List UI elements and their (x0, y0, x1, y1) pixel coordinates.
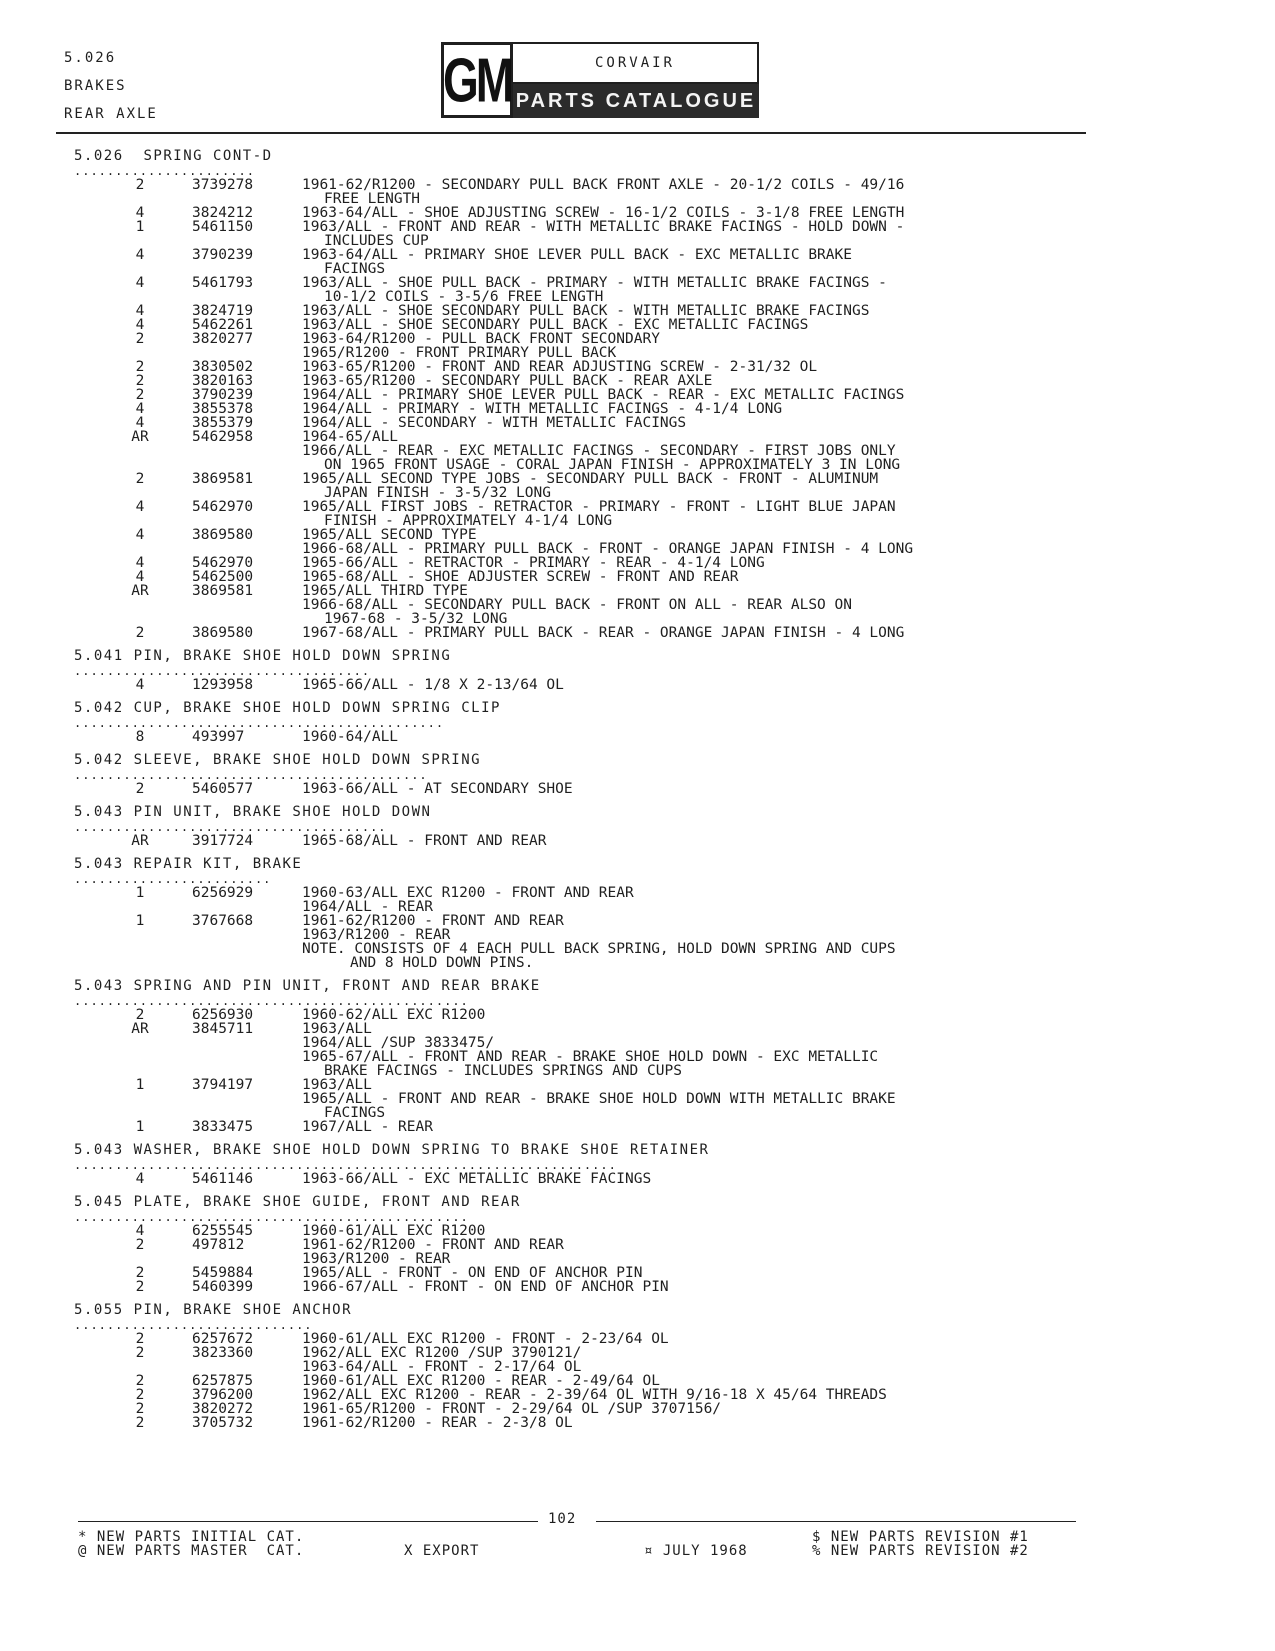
parts-row (0, 388, 1275, 402)
page-number: 102 (548, 1511, 577, 1527)
quantity: 2 (135, 1373, 145, 1389)
part-description: 1960-61/ALL EXC R1200 - FRONT - 2-23/64 OL (302, 1331, 669, 1347)
part-number: 497812 (192, 1237, 245, 1253)
section-title: 5.043 WASHER, BRAKE SHOE HOLD DOWN SPRING TO BRAKE SHOE RETAINER (74, 1142, 710, 1158)
part-number: 3855379 (192, 415, 254, 431)
part-number: 3820163 (192, 373, 254, 389)
quantity: 1 (135, 1077, 145, 1093)
parts-section (0, 802, 1275, 848)
part-number: 3824719 (192, 303, 254, 319)
quantity: 2 (135, 781, 145, 797)
parts-row (0, 528, 1275, 542)
parts-row (0, 598, 1275, 612)
quantity: 2 (135, 373, 145, 389)
section-dot-leader: ........................ (74, 874, 272, 886)
part-description: 1961-62/R1200 - REAR - 2-3/8 OL (302, 1415, 573, 1431)
parts-row (0, 500, 1275, 514)
parts-section (0, 646, 1275, 692)
parts-row (0, 1252, 1275, 1266)
part-description: 1962/ALL EXC R1200 /SUP 3790121/ (302, 1345, 582, 1361)
legend-new-initial: * NEW PARTS INITIAL CAT. (78, 1529, 305, 1545)
quantity: 4 (135, 303, 145, 319)
parts-section (0, 146, 1275, 640)
quantity: 4 (135, 527, 145, 543)
part-number: 3823360 (192, 1345, 254, 1361)
section-title: 5.026 SPRING CONT-D (74, 148, 273, 164)
part-description: 1964/ALL - PRIMARY SHOE LEVER PULL BACK - REAR - EXC METALLIC FACINGS (302, 387, 905, 403)
part-description: 1962/ALL EXC R1200 - REAR - 2-39/64 OL WITH 9/16-18 X 45/64 THREADS (302, 1387, 887, 1403)
parts-section (0, 1300, 1275, 1430)
part-description: 1963/ALL - SHOE SECONDARY PULL BACK - EXC METALLIC FACINGS (302, 317, 809, 333)
section-title: 5.043 SPRING AND PIN UNIT, FRONT AND REAR BRAKE (74, 978, 541, 994)
part-number: 3869580 (192, 527, 254, 543)
part-number: 3869581 (192, 471, 254, 487)
gm-logo (441, 42, 513, 118)
part-number: 3845711 (192, 1021, 254, 1037)
part-number: 3767668 (192, 913, 254, 929)
part-description: 1965-67/ALL - FRONT AND REAR - BRAKE SHOE HOLD DOWN - EXC METALLIC (302, 1049, 879, 1065)
part-description: 1965/ALL SECOND TYPE JOBS - SECONDARY PULL BACK - FRONT - ALUMINUM (302, 471, 879, 487)
part-description: 1961-65/R1200 - FRONT - 2-29/64 OL /SUP 3707156/ (302, 1401, 722, 1417)
parts-row (0, 1238, 1275, 1252)
parts-row (0, 206, 1275, 220)
part-number: 5461150 (192, 219, 254, 235)
quantity: 4 (135, 569, 145, 585)
quantity: 2 (135, 625, 145, 641)
part-number: 6257875 (192, 1373, 254, 1389)
part-number: 3869580 (192, 625, 254, 641)
parts-row (0, 276, 1275, 290)
part-description: 1963/R1200 - REAR (302, 927, 451, 943)
part-description: 1963-65/R1200 - SECONDARY PULL BACK - REAR AXLE (302, 373, 713, 389)
part-description: 1964/ALL - REAR (302, 899, 433, 915)
part-number: 3917724 (192, 833, 254, 849)
part-description: 1967/ALL - REAR (302, 1119, 433, 1135)
part-number: 5462261 (192, 317, 254, 333)
parts-row (0, 1346, 1275, 1360)
quantity: 2 (135, 359, 145, 375)
parts-row (0, 556, 1275, 570)
section-title: 5.055 PIN, BRAKE SHOE ANCHOR (74, 1302, 353, 1318)
part-number: 5460399 (192, 1279, 254, 1295)
part-description: 1963-66/ALL - AT SECONDARY SHOE (302, 781, 573, 797)
part-description: 1963/ALL - SHOE SECONDARY PULL BACK - WITH METALLIC BRAKE FACINGS (302, 303, 870, 319)
part-description: 1967-68/ALL - PRIMARY PULL BACK - REAR - ORANGE JAPAN FINISH - 4 LONG (302, 625, 905, 641)
part-description: BRAKE FACINGS - INCLUDES SPRINGS AND CUPS (324, 1063, 682, 1079)
parts-row (0, 886, 1275, 900)
section-dot-leader: ............................................. (74, 718, 445, 730)
part-number: 3820277 (192, 331, 254, 347)
legend-new-master: @ NEW PARTS MASTER CAT. (78, 1543, 305, 1559)
quantity: 2 (135, 1007, 145, 1023)
parts-section (0, 854, 1275, 970)
part-number: 3830502 (192, 359, 254, 375)
part-number: 3855378 (192, 401, 254, 417)
parts-row (0, 192, 1275, 206)
part-number: 6257672 (192, 1331, 254, 1347)
parts-row (0, 612, 1275, 626)
part-description: 1965-66/ALL - 1/8 X 2-13/64 OL (302, 677, 564, 693)
parts-row (0, 834, 1275, 848)
quantity: 4 (135, 275, 145, 291)
quantity: AR (131, 833, 149, 849)
quantity: 8 (135, 729, 145, 745)
part-description: JAPAN FINISH - 3-5/32 LONG (324, 485, 551, 501)
quantity: 4 (135, 205, 145, 221)
quantity: 4 (135, 1171, 145, 1187)
section-dot-leader: ........................................... (74, 770, 428, 782)
footer-rule-right (596, 1521, 1076, 1522)
parts-row (0, 942, 1275, 956)
part-number: 5462958 (192, 429, 254, 445)
part-description: 1965/R1200 - FRONT PRIMARY PULL BACK (302, 345, 617, 361)
part-description: 1964/ALL /SUP 3833475/ (302, 1035, 495, 1051)
part-description: 1965/ALL SECOND TYPE (302, 527, 477, 543)
parts-row (0, 1050, 1275, 1064)
parts-row (0, 178, 1275, 192)
part-description: 1963-66/ALL - EXC METALLIC BRAKE FACINGS (302, 1171, 652, 1187)
parts-row (0, 458, 1275, 472)
part-number: 5461146 (192, 1171, 254, 1187)
part-description: 1965-68/ALL - FRONT AND REAR (302, 833, 547, 849)
parts-row (0, 416, 1275, 430)
part-number: 1293958 (192, 677, 254, 693)
header-left (64, 44, 158, 128)
quantity: 2 (135, 1265, 145, 1281)
part-number: 5462970 (192, 555, 254, 571)
quantity: 1 (135, 219, 145, 235)
part-description: 1963-64/ALL - PRIMARY SHOE LEVER PULL BACK - EXC METALLIC BRAKE (302, 247, 852, 263)
part-number: 6256929 (192, 885, 254, 901)
parts-row (0, 234, 1275, 248)
parts-row (0, 542, 1275, 556)
part-description: 1965-66/ALL - RETRACTOR - PRIMARY - REAR - 4-1/4 LONG (302, 555, 765, 571)
parts-row (0, 626, 1275, 640)
part-number: 3833475 (192, 1119, 254, 1135)
parts-row (0, 220, 1275, 234)
quantity: AR (131, 1021, 149, 1037)
part-description: 1961-62/R1200 - FRONT AND REAR (302, 913, 564, 929)
parts-row (0, 304, 1275, 318)
section-dot-leader: ................................................ (74, 1212, 469, 1224)
parts-row (0, 318, 1275, 332)
parts-row (0, 1224, 1275, 1238)
quantity: 4 (135, 677, 145, 693)
legend-export: X EXPORT (404, 1543, 480, 1559)
parts-row (0, 402, 1275, 416)
part-description: 1960-62/ALL EXC R1200 (302, 1007, 486, 1023)
parts-row (0, 1022, 1275, 1036)
parts-row (0, 346, 1275, 360)
part-number: 5462500 (192, 569, 254, 585)
part-description: FACINGS (324, 1105, 386, 1121)
parts-row (0, 956, 1275, 970)
quantity: 4 (135, 317, 145, 333)
parts-row (0, 332, 1275, 346)
part-description: FACINGS (324, 261, 386, 277)
parts-row (0, 1402, 1275, 1416)
parts-row (0, 1374, 1275, 1388)
part-description: 1960-61/ALL EXC R1200 (302, 1223, 486, 1239)
quantity: 2 (135, 471, 145, 487)
part-number: 3820272 (192, 1401, 254, 1417)
parts-row (0, 486, 1275, 500)
part-description: 1961-62/R1200 - FRONT AND REAR (302, 1237, 564, 1253)
quantity: 2 (135, 1237, 145, 1253)
parts-row (0, 900, 1275, 914)
quantity: 1 (135, 885, 145, 901)
legend-revision-1: $ NEW PARTS REVISION #1 (812, 1529, 1029, 1545)
parts-row (0, 472, 1275, 486)
parts-row (0, 514, 1275, 528)
part-description: 1964-65/ALL (302, 429, 399, 445)
part-description: 1963/ALL (302, 1077, 372, 1093)
parts-row (0, 1008, 1275, 1022)
parts-section (0, 1140, 1275, 1186)
quantity: 4 (135, 247, 145, 263)
section-dot-leader: .................................................................. (74, 1160, 617, 1172)
parts-row (0, 584, 1275, 598)
quantity: 2 (135, 387, 145, 403)
part-number: 6256930 (192, 1007, 254, 1023)
part-description: 1966-67/ALL - FRONT - ON END OF ANCHOR PIN (302, 1279, 669, 1295)
part-description: 1960-61/ALL EXC R1200 - REAR - 2-49/64 OL (302, 1373, 660, 1389)
logo-catalogue: PARTS CATALOGUE (513, 84, 759, 118)
parts-section (0, 976, 1275, 1134)
part-description: 1963-64/R1200 - PULL BACK FRONT SECONDARY (302, 331, 660, 347)
parts-row (0, 444, 1275, 458)
parts-row (0, 248, 1275, 262)
part-description: 1960-64/ALL (302, 729, 399, 745)
parts-section (0, 1192, 1275, 1294)
part-description: 1963-65/R1200 - FRONT AND REAR ADJUSTING SCREW - 2-31/32 OL (302, 359, 818, 375)
section-title: 5.042 CUP, BRAKE SHOE HOLD DOWN SPRING CLIP (74, 700, 501, 716)
parts-listing (0, 146, 1275, 1430)
parts-row (0, 570, 1275, 584)
parts-row (0, 1078, 1275, 1092)
quantity: 2 (135, 177, 145, 193)
parts-row (0, 678, 1275, 692)
part-description: INCLUDES CUP (324, 233, 429, 249)
header-rule (56, 132, 1086, 134)
quantity: 2 (135, 1401, 145, 1417)
part-number: 3796200 (192, 1387, 254, 1403)
section-title: 5.043 REPAIR KIT, BRAKE (74, 856, 303, 872)
part-number: 3790239 (192, 247, 254, 263)
part-number: 5462970 (192, 499, 254, 515)
logo-brand: CORVAIR (513, 42, 759, 84)
quantity: 1 (135, 1119, 145, 1135)
parts-row (0, 1064, 1275, 1078)
parts-row (0, 262, 1275, 276)
quantity: 4 (135, 415, 145, 431)
parts-section (0, 698, 1275, 744)
quantity: AR (131, 583, 149, 599)
part-description: 1963/R1200 - REAR (302, 1251, 451, 1267)
part-description: 1963-64/ALL - FRONT - 2-17/64 OL (302, 1359, 582, 1375)
section-title: 5.045 PLATE, BRAKE SHOE GUIDE, FRONT AND REAR (74, 1194, 521, 1210)
section-title: 5.042 SLEEVE, BRAKE SHOE HOLD DOWN SPRING (74, 752, 482, 768)
part-description: 1961-62/R1200 - SECONDARY PULL BACK FRONT AXLE - 20-1/2 COILS - 49/16 (302, 177, 905, 193)
parts-row (0, 928, 1275, 942)
parts-row (0, 374, 1275, 388)
part-number: 3705732 (192, 1415, 254, 1431)
parts-row (0, 730, 1275, 744)
part-description: 1964/ALL - SECONDARY - WITH METALLIC FACINGS (302, 415, 687, 431)
section-dot-leader: ................................................ (74, 996, 469, 1008)
section-title: 5.043 PIN UNIT, BRAKE SHOE HOLD DOWN (74, 804, 432, 820)
quantity: 1 (135, 913, 145, 929)
part-description: FREE LENGTH (324, 191, 421, 207)
part-description: 1965/ALL FIRST JOBS - RETRACTOR - PRIMARY - FRONT - LIGHT BLUE JAPAN (302, 499, 896, 515)
part-description: FINISH - APPROXIMATELY 4-1/4 LONG (324, 513, 613, 529)
part-description: 1966/ALL - REAR - EXC METALLIC FACINGS - SECONDARY - FIRST JOBS ONLY (302, 443, 896, 459)
part-description: 1965/ALL - FRONT - ON END OF ANCHOR PIN (302, 1265, 643, 1281)
gm-logo-text: GM (442, 44, 512, 116)
parts-row (0, 1266, 1275, 1280)
parts-row (0, 1388, 1275, 1402)
part-description: 1963/ALL (302, 1021, 372, 1037)
part-number: 5461793 (192, 275, 254, 291)
quantity: 4 (135, 1223, 145, 1239)
part-number: 3869581 (192, 583, 254, 599)
part-description: 1966-68/ALL - PRIMARY PULL BACK - FRONT - ORANGE JAPAN FINISH - 4 LONG (302, 541, 914, 557)
parts-row (0, 1416, 1275, 1430)
parts-row (0, 1332, 1275, 1346)
parts-row (0, 1172, 1275, 1186)
quantity: 4 (135, 499, 145, 515)
part-number: 5459884 (192, 1265, 254, 1281)
part-description: 1964/ALL - PRIMARY - WITH METALLIC FACINGS - 4-1/4 LONG (302, 401, 783, 417)
section-title: 5.041 PIN, BRAKE SHOE HOLD DOWN SPRING (74, 648, 452, 664)
quantity: 2 (135, 1415, 145, 1431)
quantity: 4 (135, 401, 145, 417)
part-description: 1966-68/ALL - SECONDARY PULL BACK - FRONT ON ALL - REAR ALSO ON (302, 597, 852, 613)
section-dot-leader: .................................... (74, 666, 371, 678)
part-number: 3739278 (192, 177, 254, 193)
part-description: 1965/ALL - FRONT AND REAR - BRAKE SHOE HOLD DOWN WITH METALLIC BRAKE (302, 1091, 896, 1107)
legend-revision-2: % NEW PARTS REVISION #2 (812, 1543, 1029, 1559)
parts-row (0, 782, 1275, 796)
parts-row (0, 430, 1275, 444)
part-number: 3790239 (192, 387, 254, 403)
part-description: 1965/ALL THIRD TYPE (302, 583, 468, 599)
section-dot-leader: ...................... (74, 166, 255, 178)
part-description: 1967-68 - 3-5/32 LONG (324, 611, 508, 627)
footer-rule-left (78, 1521, 538, 1522)
part-description: 10-1/2 COILS - 3-5/6 FREE LENGTH (324, 289, 604, 305)
parts-row (0, 1360, 1275, 1374)
quantity: 2 (135, 1345, 145, 1361)
header-section-number: 5.026 (64, 50, 117, 66)
parts-row (0, 1120, 1275, 1134)
parts-row (0, 360, 1275, 374)
part-description: AND 8 HOLD DOWN PINS. (350, 955, 534, 971)
quantity: 4 (135, 555, 145, 571)
section-dot-leader: ............................. (74, 1320, 313, 1332)
quantity: AR (131, 429, 149, 445)
part-number: 3794197 (192, 1077, 254, 1093)
parts-row (0, 1106, 1275, 1120)
parts-row (0, 914, 1275, 928)
parts-row (0, 1280, 1275, 1294)
quantity: 2 (135, 1279, 145, 1295)
part-number: 493997 (192, 729, 245, 745)
part-description: 1965-68/ALL - SHOE ADJUSTER SCREW - FRONT AND REAR (302, 569, 739, 585)
parts-section (0, 750, 1275, 796)
part-description: NOTE. CONSISTS OF 4 EACH PULL BACK SPRING, HOLD DOWN SPRING AND CUPS (302, 941, 896, 957)
parts-row (0, 1092, 1275, 1106)
part-description: ON 1965 FRONT USAGE - CORAL JAPAN FINISH - APPROXIMATELY 3 IN LONG (324, 457, 901, 473)
part-description: 1963/ALL - FRONT AND REAR - WITH METALLIC BRAKE FACINGS - HOLD DOWN - (302, 219, 905, 235)
part-number: 5460577 (192, 781, 254, 797)
header-subgroup: REAR AXLE (64, 106, 158, 122)
parts-row (0, 1036, 1275, 1050)
part-description: 1963/ALL - SHOE PULL BACK - PRIMARY - WITH METALLIC BRAKE FACINGS - (302, 275, 887, 291)
quantity: 2 (135, 331, 145, 347)
part-description: 1960-63/ALL EXC R1200 - FRONT AND REAR (302, 885, 634, 901)
quantity: 2 (135, 1387, 145, 1403)
quantity: 2 (135, 1331, 145, 1347)
part-number: 3824212 (192, 205, 254, 221)
part-description: 1963-64/ALL - SHOE ADJUSTING SCREW - 16-1/2 COILS - 3-1/8 FREE LENGTH (302, 205, 905, 221)
gm-parts-catalogue-logo (441, 42, 759, 118)
legend-date: ¤ JULY 1968 (644, 1543, 748, 1559)
section-dot-leader: ...................................... (74, 822, 387, 834)
parts-row (0, 290, 1275, 304)
header-group: BRAKES (64, 78, 127, 94)
part-number: 6255545 (192, 1223, 254, 1239)
